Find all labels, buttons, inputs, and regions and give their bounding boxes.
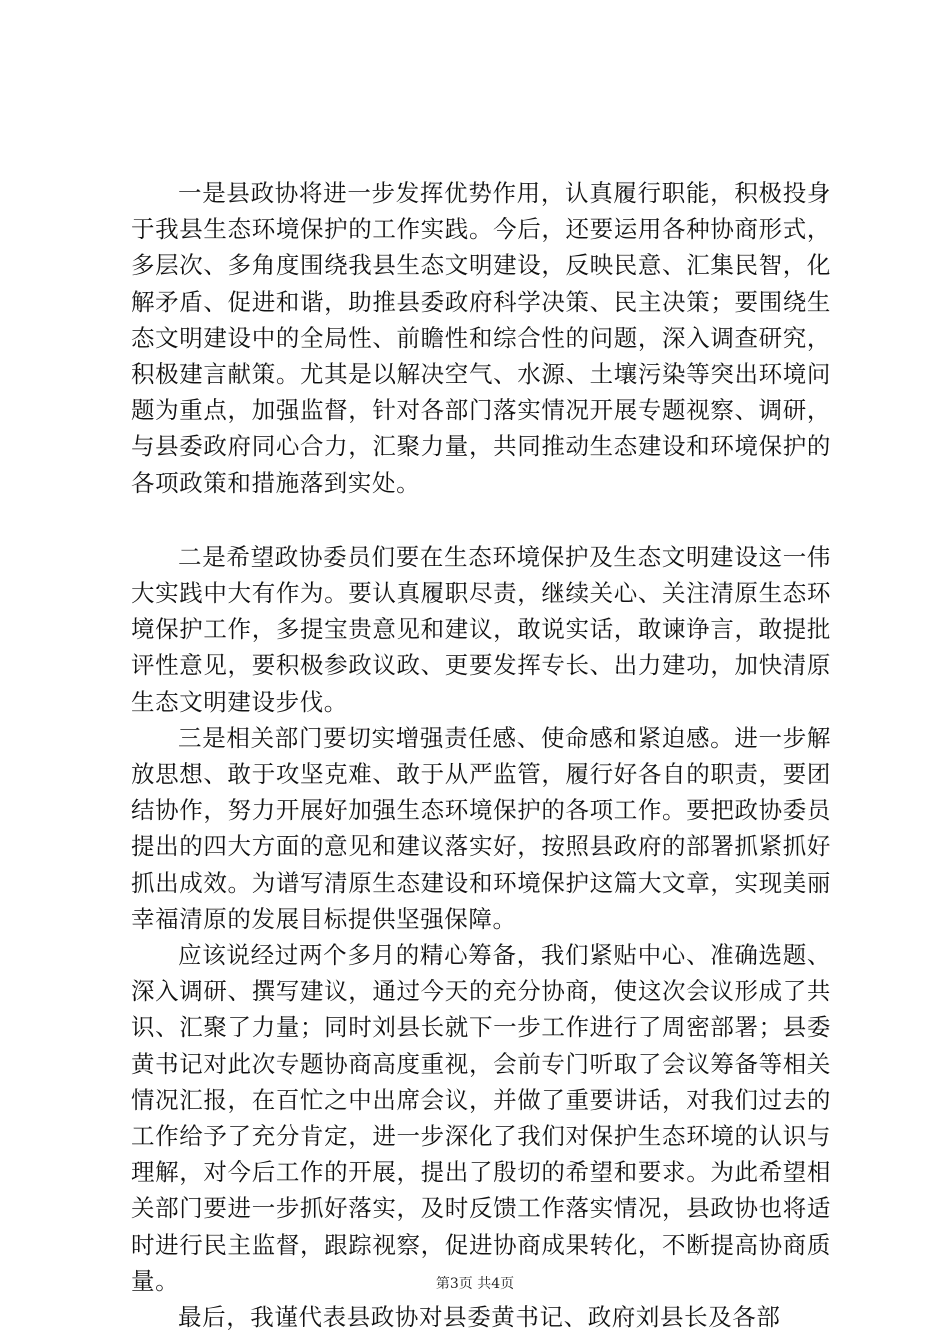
- page-number-footer: 第3页 共4页: [435, 1276, 515, 1292]
- paragraph-3: 三是相关部门要切实增强责任感、使命感和紧迫感。进一步解放思想、敢于攻坚克难、敢于从严监管，履行好各自的职责，要团结协作，努力开展好加强生态环境保护的各项工作。要把政协委员提出的四大方面的意见和建议落实好，按照县政府的部署抓紧抓好抓出成效。为谱写清原生态建设和环境保护这篇大文章，实现美丽幸福清原的发展目标提供坚强保障。: [131, 723, 831, 933]
- paragraph-gap: [131, 501, 831, 539]
- paragraph-2: 二是希望政协委员们要在生态环境保护及生态文明建设这一伟大实践中大有作为。要认真履职尽责，继续关心、关注清原生态环境保护工作，多提宝贵意见和建议，敢说实话，敢谏诤言，敢提批评性意见，要积极参政议政、更要发挥专长、出力建功，加快清原生态文明建设步伐。: [131, 542, 831, 716]
- paragraph-4: 应该说经过两个多月的精心筹备，我们紧贴中心、准确选题、深入调研、撰写建议，通过今天的充分协商，使这次会议形成了共识、汇聚了力量；同时刘县长就下一步工作进行了周密部署；县委黄书记对此次专题协商高度重视，会前专门听取了会议筹备等相关情况汇报，在百忙之中出席会议，并做了重要讲话，对我们过去的工作给予了充分肯定，进一步深化了我们对保护生态环境的认识与理解，对今后工作的开展，提出了殷切的希望和要求。为此希望相关部门要进一步抓好落实，及时反馈工作落实情况，县政协也将适时进行民主监督，跟踪视察，促进协商成果转化，不断提高协商质量。: [131, 941, 831, 1295]
- paragraph-1: 一是县政协将进一步发挥优势作用，认真履行职能，积极投身于我县生态环境保护的工作实践。今后，还要运用各种协商形式，多层次、多角度围绕我县生态文明建设，反映民意、汇集民智，化解矛盾、促进和谐，助推县委政府科学决策、民主决策；要围绕生态文明建设中的全局性、前瞻性和综合性的问题，深入调查研究，积极建言献策。尤其是以解决空气、水源、土壤污染等突出环境问题为重点，加强监督，针对各部门落实情况开展专题视察、调研，与县委政府同心合力，汇聚力量，共同推动生态建设和环境保护的各项政策和措施落到实处。: [131, 179, 831, 497]
- document-body: [131, 175, 831, 1335]
- paragraph-5: 最后，我谨代表县政协对县委黄书记、政府刘县长及各部: [178, 1303, 781, 1332]
